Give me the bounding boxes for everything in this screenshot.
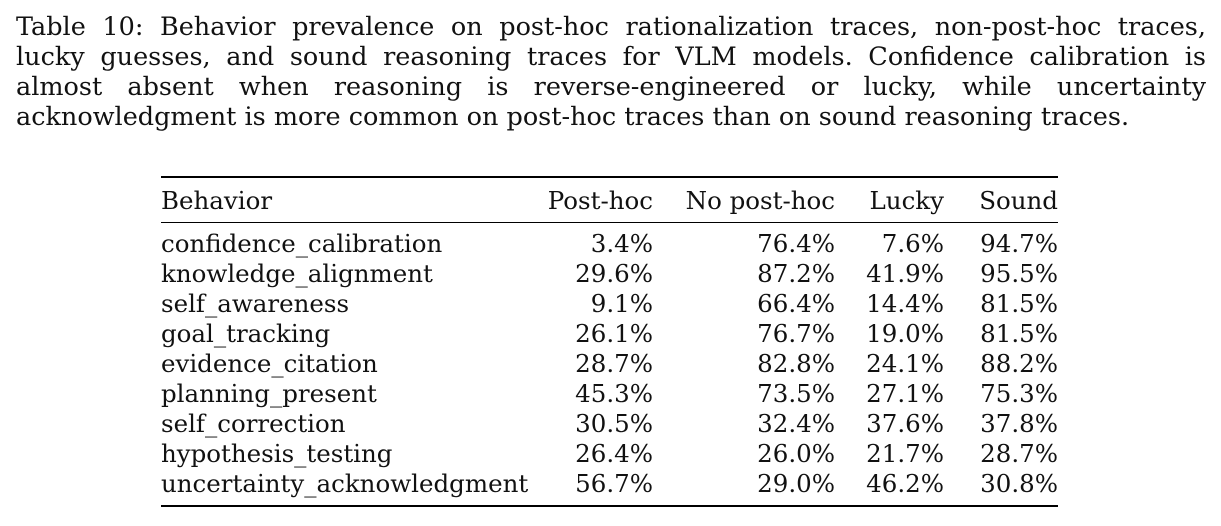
lucky-cell: 14.4% [866,289,944,318]
table-caption: Table 10: Behavior prevalence on post-hoc rationalization traces, non-post-hoc traces, lucky guesses, and sound reasoning traces for VLM models. Confidence calibration is almost absent when reasoning is reverse-engineered or lucky, while uncertainty acknowledgment is more common on post-hoc traces than on sound reasoning traces. [16,12,1206,132]
lucky-cell: 24.1% [866,349,944,378]
table-row [161,319,1058,349]
post-hoc-cell: 9.1% [590,289,653,318]
post-hoc-cell: 56.7% [575,469,653,498]
header-sound: Sound [944,177,1058,223]
behavior-table-container [161,176,1058,507]
no-post-hoc-cell: 82.8% [757,349,835,378]
table-row [161,409,1058,439]
table-row [161,439,1058,469]
sound-cell: 95.5% [980,259,1058,288]
no-post-hoc-cell: 26.0% [757,439,835,468]
behavior-cell: hypothesis_testing [161,439,393,468]
behavior-cell: evidence_citation [161,349,378,378]
header-no-post-hoc: No post-hoc [653,177,835,223]
sound-cell: 81.5% [980,319,1058,348]
behavior-cell: knowledge_alignment [161,259,433,288]
no-post-hoc-cell: 29.0% [757,469,835,498]
no-post-hoc-cell: 73.5% [757,379,835,408]
table-row [161,259,1058,289]
post-hoc-cell: 3.4% [590,229,653,258]
table-row [161,379,1058,409]
behavior-cell: confidence_calibration [161,229,443,258]
no-post-hoc-cell: 76.4% [757,229,835,258]
post-hoc-cell: 26.1% [575,319,653,348]
behavior-cell: self_correction [161,409,346,438]
table-row [161,349,1058,379]
header-lucky: Lucky [835,177,944,223]
post-hoc-cell: 26.4% [575,439,653,468]
behavior-cell: uncertainty_acknowledgment [161,469,529,498]
sound-cell: 37.8% [980,409,1058,438]
sound-cell: 81.5% [980,289,1058,318]
lucky-cell: 21.7% [866,439,944,468]
post-hoc-cell: 29.6% [575,259,653,288]
table-row [161,289,1058,319]
lucky-cell: 19.0% [866,319,944,348]
lucky-cell: 46.2% [866,469,944,498]
behavior-cell: goal_tracking [161,319,331,348]
no-post-hoc-cell: 66.4% [757,289,835,318]
post-hoc-cell: 28.7% [575,349,653,378]
no-post-hoc-cell: 87.2% [757,259,835,288]
header-behavior: Behavior [161,177,531,223]
lucky-cell: 27.1% [866,379,944,408]
table-header-row [161,177,1058,223]
header-post-hoc: Post-hoc [531,177,653,223]
behavior-prevalence-table [161,176,1058,507]
table-row [161,469,1058,506]
no-post-hoc-cell: 32.4% [757,409,835,438]
post-hoc-cell: 30.5% [575,409,653,438]
sound-cell: 30.8% [980,469,1058,498]
behavior-cell: self_awareness [161,289,350,318]
no-post-hoc-cell: 76.7% [757,319,835,348]
lucky-cell: 41.9% [866,259,944,288]
table-row [161,223,1058,260]
lucky-cell: 37.6% [866,409,944,438]
sound-cell: 75.3% [980,379,1058,408]
sound-cell: 88.2% [980,349,1058,378]
sound-cell: 94.7% [980,229,1058,258]
sound-cell: 28.7% [980,439,1058,468]
post-hoc-cell: 45.3% [575,379,653,408]
lucky-cell: 7.6% [881,229,944,258]
behavior-cell: planning_present [161,379,377,408]
